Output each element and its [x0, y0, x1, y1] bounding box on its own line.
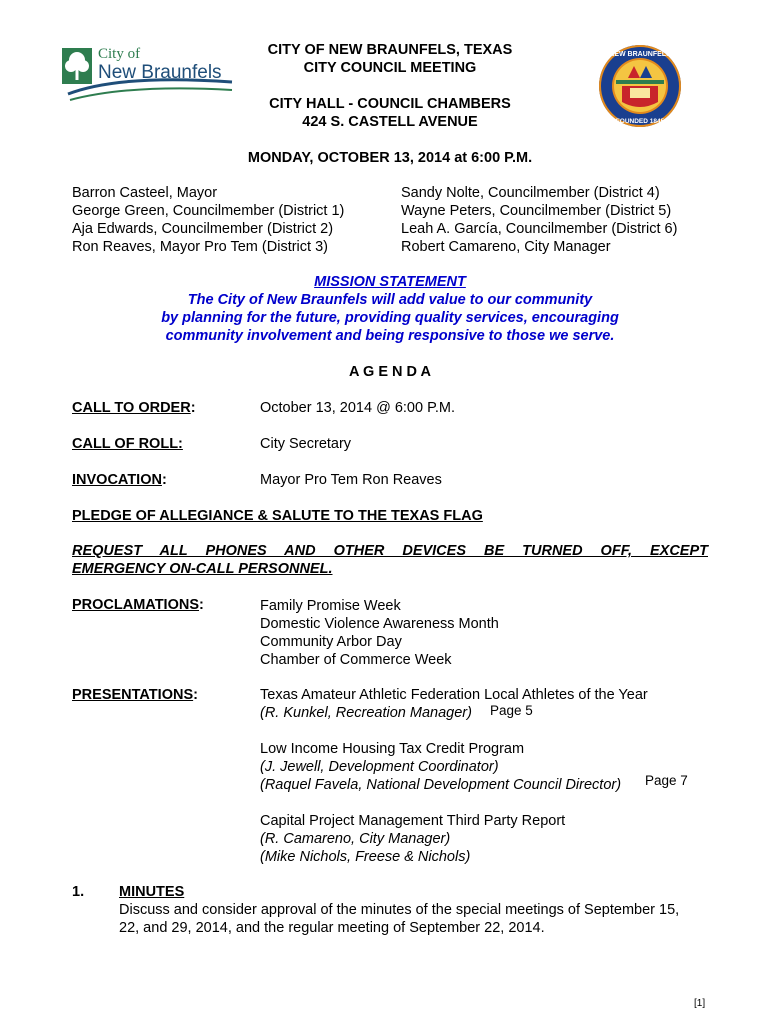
- proclamations-list: [260, 597, 499, 669]
- minutes-title: MINUTES: [119, 884, 185, 900]
- presentation-title: Texas Amateur Athletic Federation Local Athletes of the Year: [260, 687, 648, 703]
- council-right: [401, 184, 677, 256]
- invocation-value: Mayor Pro Tem Ron Reaves: [260, 472, 442, 488]
- page-reference: Page 5: [490, 703, 533, 718]
- invocation-label: INVOCATION:: [72, 472, 167, 488]
- call-of-roll-value: City Secretary: [260, 436, 352, 452]
- page-reference: Page 7: [645, 773, 688, 788]
- presentation-title: Low Income Housing Tax Credit Program: [260, 741, 525, 757]
- mission-title: MISSION STATEMENT: [314, 274, 466, 290]
- meeting-date: MONDAY, OCTOBER 13, 2014 at 6:00 P.M.: [247, 150, 533, 166]
- council-member: Aja Edwards, Councilmember (District 2): [72, 221, 334, 237]
- council-member: Wayne Peters, Councilmember (District 5): [401, 203, 672, 219]
- presentations-label: PRESENTATIONS:: [72, 687, 198, 703]
- presentation-title: Capital Project Management Third Party Report: [260, 813, 566, 829]
- page-number: [1]: [694, 998, 706, 1009]
- request-line2: EMERGENCY ON-CALL PERSONNEL.: [72, 561, 333, 577]
- council-member: Robert Camareno, City Manager: [401, 239, 611, 255]
- svg-text:NEW BRAUNFELS: NEW BRAUNFELS: [609, 51, 671, 58]
- svg-text:FOUNDED 1845: FOUNDED 1845: [615, 118, 665, 125]
- mission-line: The City of New Braunfels will add value to our community: [187, 292, 593, 308]
- council-left: [72, 184, 344, 256]
- call-to-order-value: October 13, 2014 @ 6:00 P.M.: [260, 400, 456, 416]
- proclamation-item: Community Arbor Day: [260, 634, 402, 650]
- header-address: 424 S. CASTELL AVENUE: [302, 114, 478, 130]
- minutes-text: Discuss and consider approval of the minutes of the special meetings of September 15,: [119, 902, 680, 918]
- proclamations-label: PROCLAMATIONS:: [72, 597, 204, 613]
- council-member: Barron Casteel, Mayor: [72, 185, 218, 201]
- presentation-presenter: (R. Camareno, City Manager): [260, 831, 451, 847]
- call-to-order-label: CALL TO ORDER:: [72, 400, 196, 416]
- header-location: CITY HALL - COUNCIL CHAMBERS: [269, 96, 511, 112]
- presentation-presenter: (Mike Nichols, Freese & Nichols): [260, 849, 471, 865]
- logo-name: New Braunfels: [98, 62, 222, 83]
- proclamation-item: Chamber of Commerce Week: [260, 652, 452, 668]
- mission-line: by planning for the future, providing quality services, encouraging: [161, 310, 619, 326]
- request-line1: REQUEST ALL PHONES AND OTHER DEVICES BE TURNED OFF, EXCEPT: [72, 543, 708, 559]
- agenda-title: A G E N D A: [349, 364, 431, 380]
- mission-line: community involvement and being responsive to those we serve.: [165, 328, 615, 344]
- pledge: PLEDGE OF ALLEGIANCE & SALUTE TO THE TEXAS FLAG: [72, 508, 483, 524]
- presentation-presenter: (J. Jewell, Development Coordinator): [260, 759, 499, 775]
- proclamation-item: Family Promise Week: [260, 598, 401, 614]
- header-city: CITY OF NEW BRAUNFELS, TEXAS: [267, 42, 513, 58]
- logo-city-of: City of: [98, 46, 141, 62]
- presentation-presenter: (Raquel Favela, National Development Council Director): [260, 777, 622, 793]
- header-meeting: CITY COUNCIL MEETING: [303, 60, 477, 76]
- council-member: George Green, Councilmember (District 1): [72, 203, 345, 219]
- presentation-presenter: (R. Kunkel, Recreation Manager): [260, 705, 472, 721]
- item-number: 1.: [72, 884, 85, 900]
- call-of-roll-label: CALL OF ROLL:: [72, 436, 183, 452]
- council-member: Sandy Nolte, Councilmember (District 4): [401, 185, 660, 201]
- council-member: Ron Reaves, Mayor Pro Tem (District 3): [72, 239, 328, 255]
- proclamation-item: Domestic Violence Awareness Month: [260, 616, 499, 632]
- minutes-text: 22, and 29, 2014, and the regular meeting of September 22, 2014.: [119, 920, 545, 936]
- council-member: Leah A. García, Councilmember (District 6): [401, 221, 678, 237]
